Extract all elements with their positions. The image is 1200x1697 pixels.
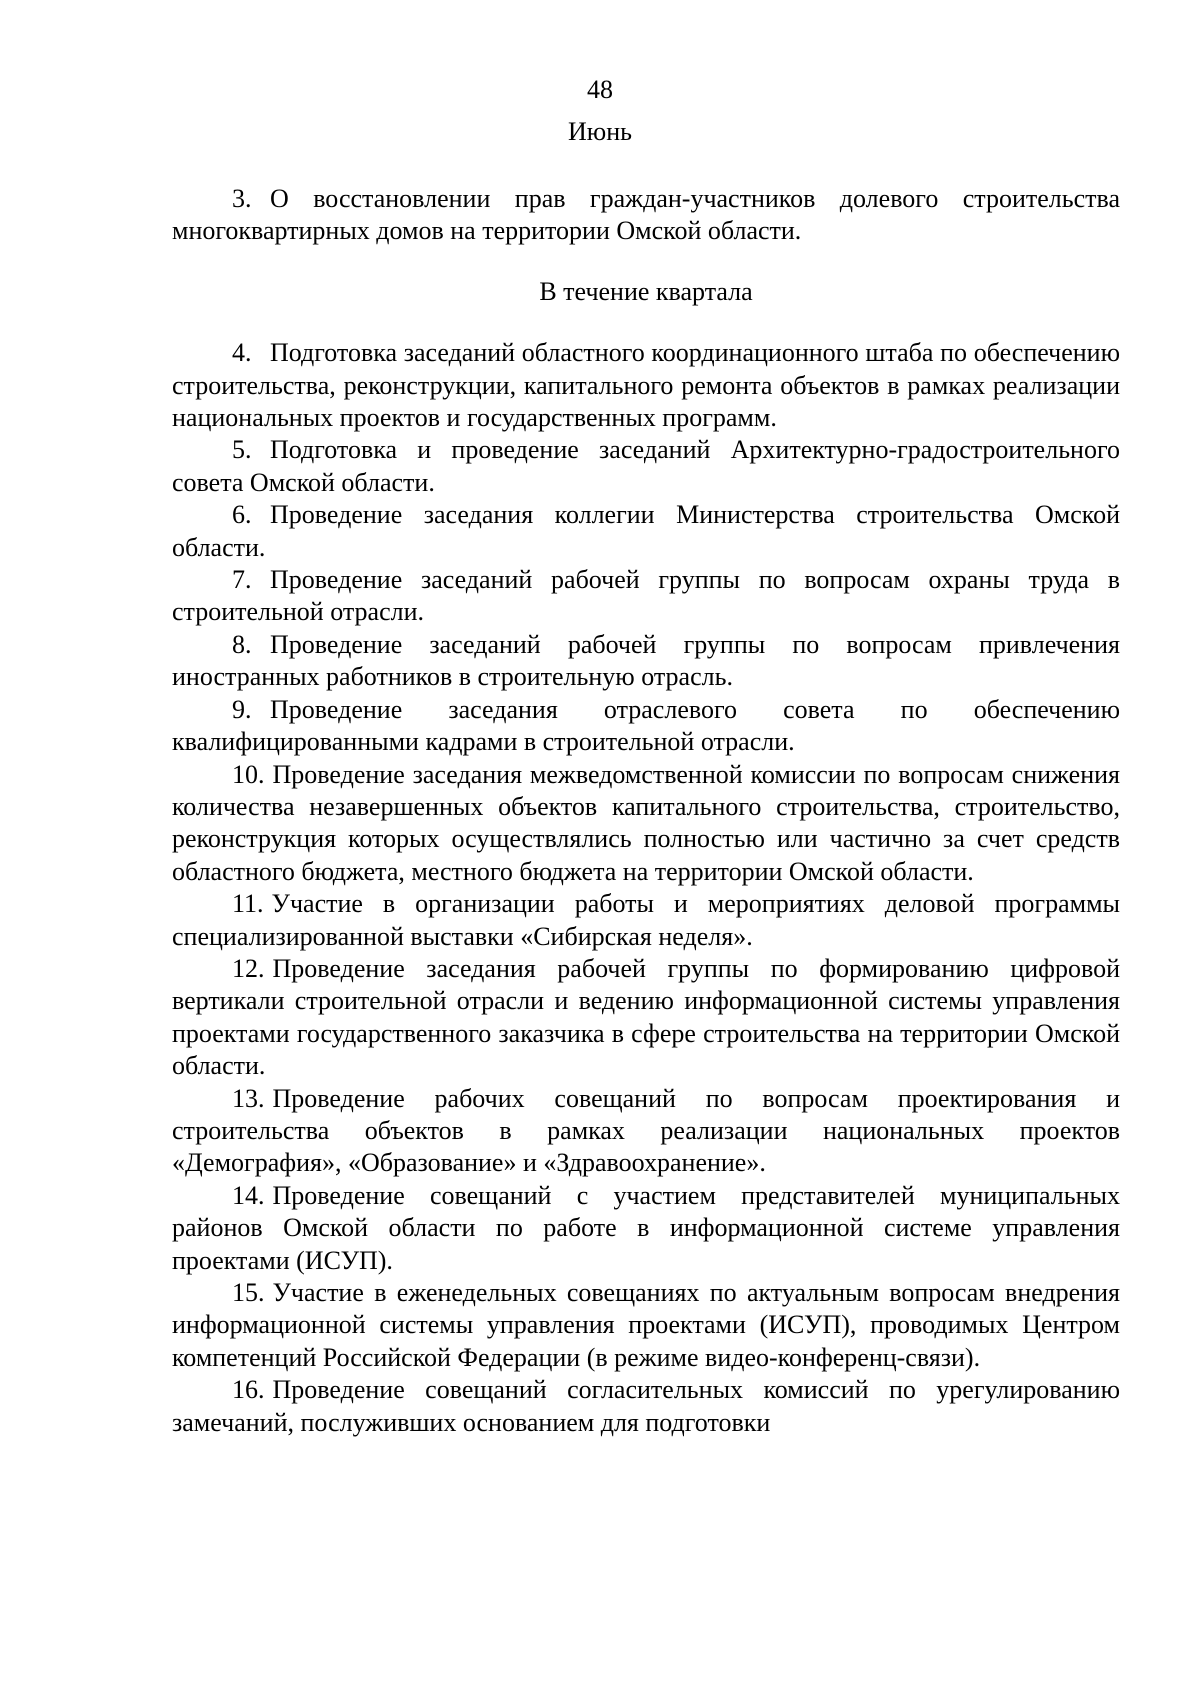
- item-number: 7.: [232, 565, 252, 595]
- list-item: [172, 694, 1120, 759]
- item-number: 15.: [232, 1278, 265, 1307]
- list-item: [172, 1277, 1120, 1374]
- item-text: Участие в организации работы и мероприятиях деловой программы специализированной выставки «Сибирская неделя».: [172, 889, 1120, 951]
- item-number: 9.: [232, 694, 252, 724]
- item-number: 14.: [232, 1180, 265, 1210]
- item-text: Проведение заседания отраслевого совета по обеспечению квалифицированными кадрами в строительной отрасли.: [172, 694, 1120, 757]
- list-item: [172, 337, 1120, 434]
- item-text: Проведение заседания рабочей группы по формированию цифровой вертикали строительной отрасли и ведению информационной системы управления проектами государственного заказчика в сфере строительства на территории Омской области.: [172, 953, 1120, 1081]
- item-text: Проведение заседания межведомственной комиссии по вопросам снижения количества незавершенных объектов капитального строительства, строительство, реконструкция которых осуществлялись полностью или частично за счет средств областного бюджета, местного бюджета на территории Омской области.: [172, 759, 1120, 886]
- item-text: Проведение совещаний с участием представителей муниципальных районов Омской области по работе в информационной системе управления проектами (ИСУП).: [172, 1180, 1120, 1275]
- item-text: Проведение заседания коллегии Министерства строительства Омской области.: [172, 500, 1120, 562]
- item-text: Проведение совещаний согласительных комиссий по урегулированию замечаний, послуживших основанием для подготовки: [172, 1375, 1120, 1437]
- list-item: [172, 953, 1120, 1083]
- list-item: [172, 183, 1120, 248]
- item-number: 3.: [232, 184, 252, 213]
- list-item: [172, 499, 1120, 564]
- list-item: [172, 759, 1120, 889]
- list-item: [172, 1083, 1120, 1180]
- item-text: Подготовка и проведение заседаний Архитектурно-градостроительного совета Омской области.: [172, 435, 1120, 497]
- list-item: [172, 434, 1120, 499]
- list-item: [172, 629, 1120, 694]
- item-number: 5.: [232, 435, 252, 465]
- item-number: 8.: [232, 629, 252, 659]
- item-number: 11.: [232, 889, 264, 919]
- item-number: 10.: [232, 759, 265, 789]
- list-item: [172, 888, 1120, 953]
- item-text: Проведение рабочих совещаний по вопросам проектирования и строительства объектов в рамках реализации национальных проектов «Демография», «Образование» и «Здравоохранение».: [172, 1083, 1120, 1178]
- item-text: Участие в еженедельных совещаниях по актуальным вопросам внедрения информационной системы управления проектами (ИСУП), проводимых Центром компетенций Российской Федерации (в режиме видео-конференц-связи).: [172, 1278, 1120, 1372]
- item-text: Проведение заседаний рабочей группы по вопросам охраны труда в строительной отрасли.: [172, 565, 1120, 627]
- list-item: [172, 564, 1120, 629]
- item-text: О восстановлении прав граждан-участников долевого строительства многоквартирных домов на территории Омской области.: [172, 184, 1120, 246]
- list-item: [172, 1374, 1120, 1439]
- document-body: [172, 183, 1120, 1439]
- item-text: Подготовка заседаний областного координационного штаба по обеспечению строительства, реконструкции, капитального ремонта объектов в рамках реализации национальных проектов и государственных программ.: [172, 338, 1120, 433]
- section-heading: В течение квартала: [539, 276, 753, 306]
- month-heading: Июнь: [568, 117, 632, 146]
- item-number: 4.: [232, 338, 252, 368]
- item-number: 13.: [232, 1083, 265, 1113]
- item-number: 12.: [232, 953, 265, 983]
- item-number: 6.: [232, 500, 252, 530]
- item-text: Проведение заседаний рабочей группы по вопросам привлечения иностранных работников в строительную отрасль.: [172, 629, 1120, 692]
- page-number: 48: [587, 75, 613, 104]
- item-number: 16.: [232, 1375, 265, 1405]
- list-item: [172, 1180, 1120, 1277]
